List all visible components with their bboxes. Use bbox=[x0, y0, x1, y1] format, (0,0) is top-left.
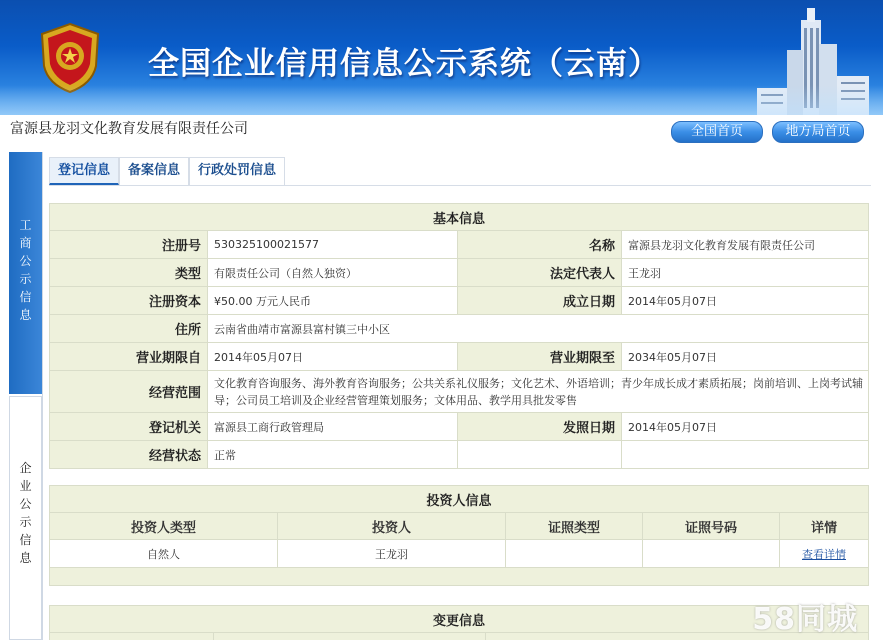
sidebar-char: 业 bbox=[19, 479, 32, 493]
empty-cell bbox=[622, 441, 869, 469]
sidebar-char: 信 bbox=[19, 290, 32, 304]
local-home-button[interactable]: 地方局首页 bbox=[772, 121, 864, 143]
section-title: 基本信息 bbox=[50, 204, 869, 231]
column-header: 证照号码 bbox=[643, 513, 780, 540]
empty-cell bbox=[458, 441, 622, 469]
rep-value: 王龙羽 bbox=[622, 259, 869, 287]
founded-value: 2014年05月07日 bbox=[622, 287, 869, 315]
main-content bbox=[42, 152, 876, 640]
table-row bbox=[50, 540, 869, 568]
sidebar-char: 示 bbox=[19, 272, 32, 286]
national-emblem-icon bbox=[36, 22, 104, 94]
building-icon bbox=[757, 6, 869, 115]
field-label: 成立日期 bbox=[458, 287, 622, 315]
scope-value: 文化教育咨询服务、海外教育咨询服务；公共关系礼仪服务；文化艺术、外语培训；青少年成长成才素质拓展；岗前培训、上岗考试辅导；公司员工培训及企业经营管理策划服务；文体用品、教学用具批发零售 bbox=[208, 371, 869, 413]
sidebar-tab-business-publicity[interactable] bbox=[9, 152, 42, 394]
watermark-logo: 58同城 bbox=[752, 602, 858, 637]
page-title: 全国企业信用信息公示系统（云南） bbox=[148, 46, 660, 82]
type-value: 有限责任公司（自然人独资） bbox=[208, 259, 458, 287]
field-label: 发照日期 bbox=[458, 413, 622, 441]
issue-value: 2014年05月07日 bbox=[622, 413, 869, 441]
field-label: 经营范围 bbox=[50, 371, 208, 413]
sidebar-char: 信 bbox=[19, 533, 32, 547]
column-header bbox=[214, 633, 486, 640]
tab-divider bbox=[49, 185, 871, 186]
field-label: 法定代表人 bbox=[458, 259, 622, 287]
sidebar-char: 工 bbox=[19, 218, 32, 232]
field-label: 营业期限至 bbox=[458, 343, 622, 371]
national-home-button[interactable]: 全国首页 bbox=[671, 121, 763, 143]
field-label: 类型 bbox=[50, 259, 208, 287]
field-label: 登记机关 bbox=[50, 413, 208, 441]
section-title: 投资人信息 bbox=[50, 486, 869, 513]
basic-info-table bbox=[49, 203, 869, 469]
company-bar bbox=[0, 115, 883, 145]
tab-penalty[interactable]: 行政处罚信息 bbox=[189, 157, 285, 185]
column-header: 投资人类型 bbox=[50, 513, 278, 540]
field-label: 名称 bbox=[458, 231, 622, 259]
reg-no-value: 530325100021577 bbox=[208, 231, 458, 259]
field-label: 住所 bbox=[50, 315, 208, 343]
table-footer bbox=[50, 568, 869, 586]
tab-registration[interactable]: 登记信息 bbox=[49, 157, 119, 185]
id-number bbox=[643, 540, 780, 568]
capital-value: ¥50.00 万元人民币 bbox=[208, 287, 458, 315]
section-title: 变更信息 bbox=[50, 606, 869, 633]
column-header: 投资人 bbox=[278, 513, 506, 540]
column-header: 证照类型 bbox=[506, 513, 643, 540]
authority-value: 富源县工商行政管理局 bbox=[208, 413, 458, 441]
field-label: 营业期限自 bbox=[50, 343, 208, 371]
company-name: 富源县龙羽文化教育发展有限责任公司 bbox=[10, 121, 248, 137]
change-table bbox=[49, 605, 869, 640]
view-details-link[interactable]: 查看详情 bbox=[802, 547, 846, 561]
field-label: 注册号 bbox=[50, 231, 208, 259]
sidebar-char: 公 bbox=[19, 254, 32, 268]
field-label: 注册资本 bbox=[50, 287, 208, 315]
sidebar-char: 息 bbox=[19, 551, 32, 565]
id-type bbox=[506, 540, 643, 568]
investor-name: 王龙羽 bbox=[278, 540, 506, 568]
investor-type: 自然人 bbox=[50, 540, 278, 568]
header-banner bbox=[0, 0, 883, 115]
sidebar-char: 息 bbox=[19, 308, 32, 322]
sidebar-char: 商 bbox=[19, 236, 32, 250]
sidebar-tab-enterprise-publicity[interactable] bbox=[9, 396, 42, 640]
term-to-value: 2034年05月07日 bbox=[622, 343, 869, 371]
column-header bbox=[50, 633, 214, 640]
column-header: 详情 bbox=[780, 513, 869, 540]
sidebar-char: 示 bbox=[19, 515, 32, 529]
sidebar-char: 企 bbox=[19, 461, 32, 475]
tab-filing[interactable]: 备案信息 bbox=[119, 157, 189, 185]
tab-bar bbox=[49, 157, 285, 185]
term-from-value: 2014年05月07日 bbox=[208, 343, 458, 371]
status-value: 正常 bbox=[208, 441, 458, 469]
field-label: 经营状态 bbox=[50, 441, 208, 469]
name-value: 富源县龙羽文化教育发展有限责任公司 bbox=[622, 231, 869, 259]
address-value: 云南省曲靖市富源县富村镇三中小区 bbox=[208, 315, 869, 343]
investor-table bbox=[49, 485, 869, 586]
sidebar-char: 公 bbox=[19, 497, 32, 511]
